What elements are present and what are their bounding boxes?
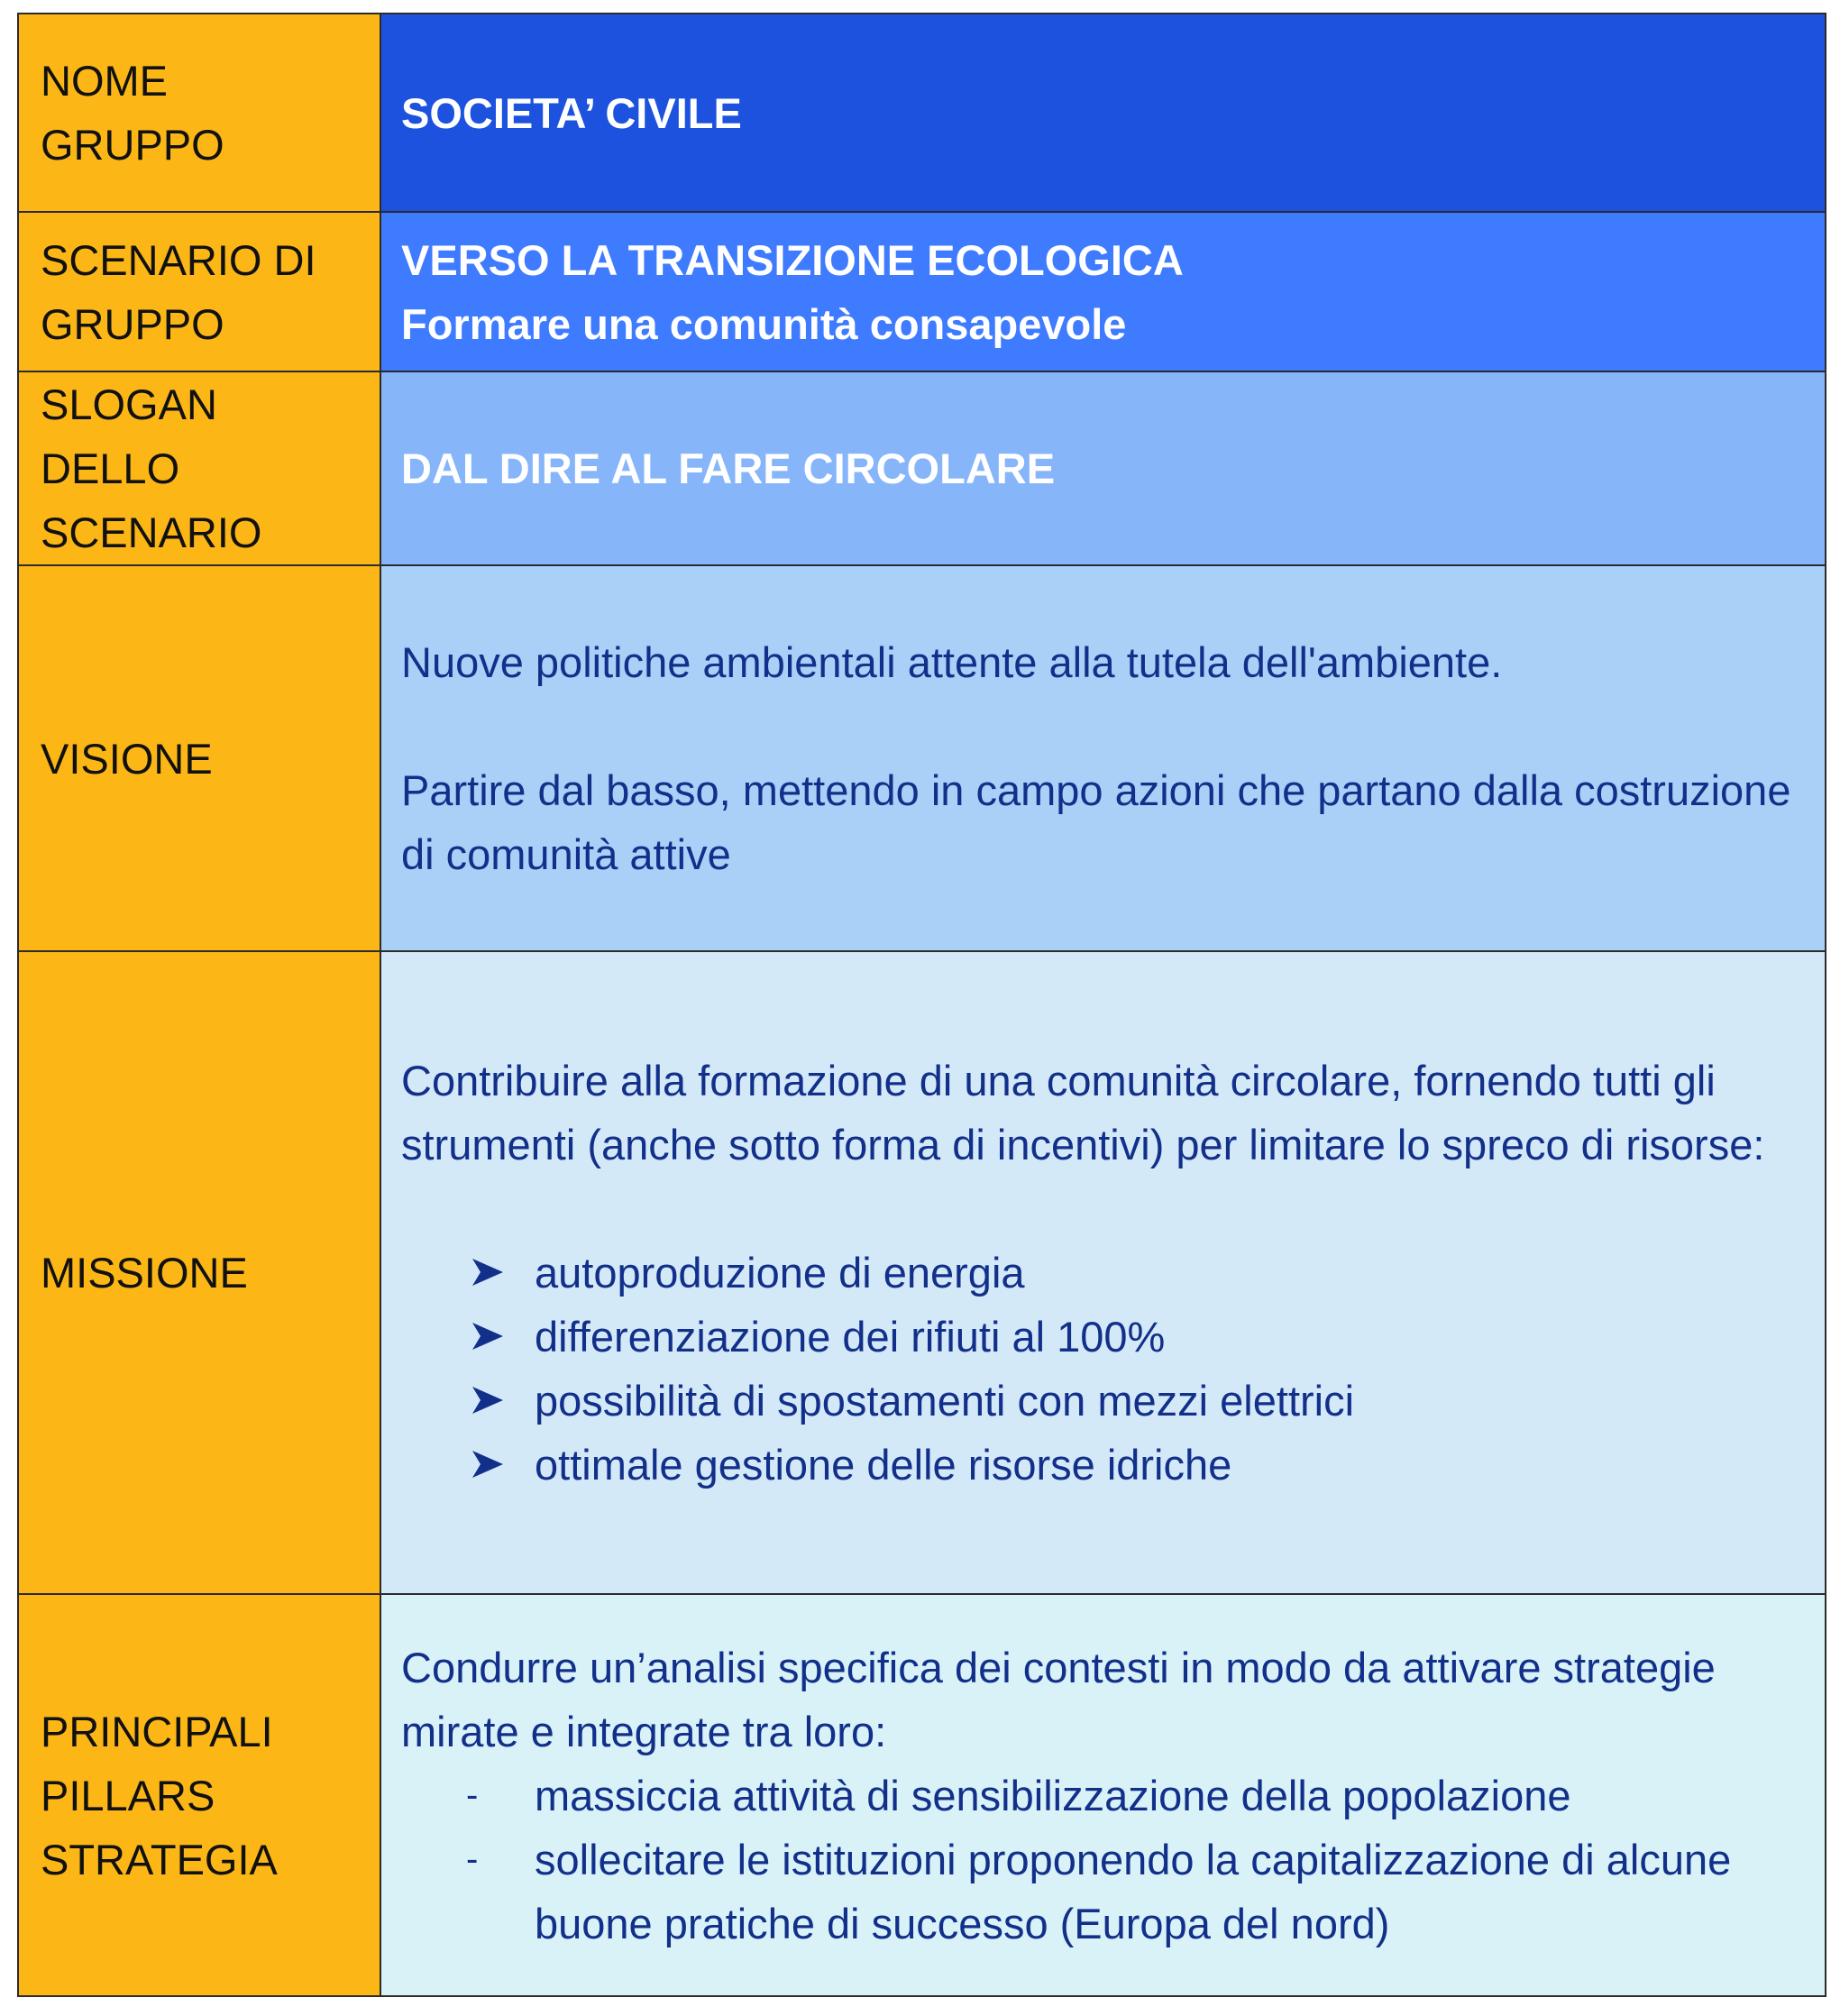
scenario-subtitle: Formare una comunità consapevole bbox=[401, 299, 1127, 348]
mission-item-text: ottimale gestione delle risorse idriche bbox=[535, 1441, 1232, 1489]
pillar-item-text: sollecitare le istituzioni proponendo la capitalizzazione di alcune buone pratiche di successo (Europa del nord) bbox=[535, 1835, 1732, 1947]
value-pillars bbox=[380, 1594, 1826, 1996]
mission-list bbox=[401, 1241, 1805, 1497]
pillars-intro: Condurre un’analisi specifica dei contesti in modo da attivare strategie mirate e integrate tra loro: bbox=[401, 1643, 1716, 1755]
vision-paragraph-2: Partire dal basso, mettendo in campo azioni che partano dalla costruzione di comunità attive bbox=[401, 766, 1791, 878]
label-slogan bbox=[18, 371, 380, 565]
label-text-missione: MISSIONE bbox=[41, 1249, 248, 1297]
slogan-text: DAL DIRE AL FARE CIRCOLARE bbox=[401, 444, 1056, 492]
arrowhead-bullet-icon bbox=[470, 1433, 506, 1497]
value-slogan bbox=[380, 371, 1826, 565]
value-scenario bbox=[380, 212, 1826, 371]
label-text-pillars: PRINCIPALI PILLARS STRATEGIA bbox=[41, 1707, 278, 1883]
scenario-table bbox=[17, 13, 1826, 1997]
list-item bbox=[401, 1369, 1805, 1433]
label-visione bbox=[18, 565, 380, 951]
row-visione bbox=[18, 565, 1826, 951]
mission-intro: Contribuire alla formazione di una comunità circolare, fornendo tutti gli strumenti (anche sotto forma di incentivi) per limitare lo spreco di risorse: bbox=[401, 1057, 1765, 1168]
row-scenario bbox=[18, 212, 1826, 371]
pillars-list bbox=[401, 1764, 1805, 1956]
list-item bbox=[401, 1433, 1805, 1497]
row-slogan bbox=[18, 371, 1826, 565]
group-name: SOCIETA’ CIVILE bbox=[401, 88, 742, 137]
dash-bullet-icon: - bbox=[466, 1838, 479, 1879]
label-missione bbox=[18, 951, 380, 1594]
list-item bbox=[401, 1764, 1805, 1828]
value-nome-gruppo bbox=[380, 14, 1826, 212]
row-missione bbox=[18, 951, 1826, 1594]
dash-bullet-icon: - bbox=[466, 1774, 479, 1815]
label-nome-gruppo bbox=[18, 14, 380, 212]
list-item bbox=[401, 1828, 1805, 1956]
pillar-item-text: massiccia attività di sensibilizzazione della popolazione bbox=[535, 1771, 1571, 1819]
mission-item-text: possibilità di spostamenti con mezzi elettrici bbox=[535, 1377, 1355, 1425]
label-text-visione: VISIONE bbox=[41, 734, 213, 783]
label-text-scenario: SCENARIO DI GRUPPO bbox=[41, 235, 316, 348]
label-pillars bbox=[18, 1594, 380, 1996]
label-text-nome-gruppo: NOME GRUPPO bbox=[41, 57, 224, 169]
label-text-slogan: SLOGAN DELLO SCENARIO bbox=[41, 380, 262, 556]
row-pillars bbox=[18, 1594, 1826, 1996]
list-item bbox=[401, 1305, 1805, 1369]
arrowhead-bullet-icon bbox=[470, 1241, 506, 1305]
arrowhead-bullet-icon bbox=[470, 1305, 506, 1369]
list-item bbox=[401, 1241, 1805, 1305]
vision-paragraph-1: Nuove politiche ambientali attente alla tutela dell'ambiente. bbox=[401, 638, 1503, 686]
arrowhead-bullet-icon bbox=[470, 1369, 506, 1433]
mission-item-text: differenziazione dei rifiuti al 100% bbox=[535, 1313, 1166, 1361]
value-visione bbox=[380, 565, 1826, 951]
scenario-title: VERSO LA TRANSIZIONE ECOLOGICA bbox=[401, 235, 1184, 284]
mission-item-text: autoproduzione di energia bbox=[535, 1249, 1025, 1297]
value-missione bbox=[380, 951, 1826, 1594]
label-scenario bbox=[18, 212, 380, 371]
row-nome-gruppo bbox=[18, 14, 1826, 212]
